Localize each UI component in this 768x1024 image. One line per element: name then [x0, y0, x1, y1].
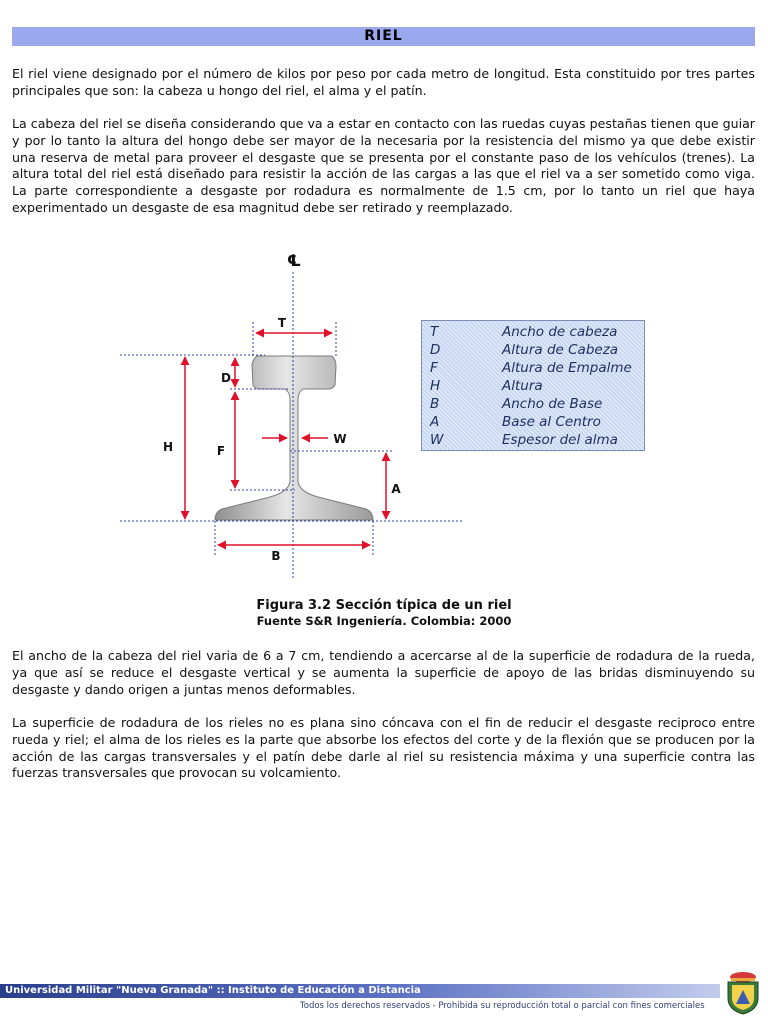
footer-rights: Todos los derechos reservados - Prohibida su reproducción total o parcial con fines comerciales: [300, 1001, 705, 1011]
paragraph-head-design: La cabeza del riel se diseña considerando que va a estar en contacto con las ruedas cuyas pestañas tienen que guiar y por lo tanto la altura del hongo debe ser mayor de la necesaria por la resistencia del mismo ya que debe existir una reserva de metal para proveer el desgaste que se presenta por el constante paso de los vehículos (trenes). La altura total del riel está diseñado para resistir la acción de las cargas a las que el riel va a ser sometido como viga. La parte correspondiente a desgaste por rodadura es normalmente de 1.5 cm, por lo tanto un riel que haya experimentado un desgaste de esa magnitud debe ser retirado y reemplazado.: [12, 116, 755, 215]
rail-profile: [215, 356, 373, 520]
legend-description: Ancho de Base: [502, 396, 603, 412]
dimension-legend: [421, 320, 645, 451]
label-T: T: [277, 316, 287, 330]
page-title: RIEL: [12, 27, 755, 46]
paragraph-intro: El riel viene designado por el número de kilos por peso por cada metro de longitud. Esta constituido por tres partes principales que son: la cabeza u hongo del riel, el alma y el patín.: [12, 66, 755, 98]
legend-row: [422, 360, 646, 378]
paragraph-head-width: El ancho de la cabeza del riel varia de 6 a 7 cm, tendiendo a acercarse al de la superficie de rodadura de la rueda, ya que así se reduce el desgaste vertical y se aumenta la superficie de apoyo de las bridas disminuyendo su desgaste y dando origen a juntas menos deformables.: [12, 648, 755, 697]
legend-description: Base al Centro: [502, 414, 601, 430]
legend-symbol: D: [430, 342, 441, 358]
footer-institution-bar: Universidad Militar "Nueva Granada" :: Instituto de Educación a Distancia: [0, 984, 720, 998]
legend-row: [422, 342, 646, 360]
label-H: H: [162, 440, 174, 454]
label-B: B: [271, 549, 281, 563]
label-centerline: ℄: [286, 251, 302, 270]
legend-row: [422, 432, 646, 450]
label-A: A: [391, 482, 401, 496]
legend-symbol: B: [430, 396, 440, 412]
legend-description: Altura de Empalme: [502, 360, 632, 376]
legend-row: [422, 396, 646, 414]
label-D: D: [221, 371, 231, 385]
legend-symbol: F: [430, 360, 438, 376]
figure-caption: Figura 3.2 Sección típica de un riel: [256, 598, 512, 613]
label-W: W: [333, 432, 347, 446]
legend-description: Ancho de cabeza: [502, 324, 618, 340]
legend-symbol: H: [430, 378, 441, 394]
legend-row: [422, 378, 646, 396]
legend-row: [422, 414, 646, 432]
legend-description: Altura de Cabeza: [502, 342, 619, 358]
legend-row: [422, 324, 646, 342]
paragraph-rolling-surface: La superficie de rodadura de los rieles no es plana sino cóncava con el fin de reducir el desgaste reciproco entre rueda y riel; el alma de los rieles es la parte que absorbe los efectos del corte y de la flexión que se producen por la acción de las cargas transversales y el patín debe darle al riel su resistencia máxima y una superficie contra las fuerzas transversales que provocan su volcamiento.: [12, 715, 755, 781]
label-F: F: [216, 444, 226, 458]
figure-source: Fuente S&R Ingeniería. Colombia: 2000: [256, 614, 512, 628]
university-logo-icon: [722, 970, 764, 1016]
legend-description: Altura: [502, 378, 543, 394]
legend-symbol: W: [430, 432, 444, 448]
legend-description: Espesor del alma: [502, 432, 618, 448]
legend-symbol: A: [430, 414, 440, 430]
legend-symbol: T: [430, 324, 439, 340]
